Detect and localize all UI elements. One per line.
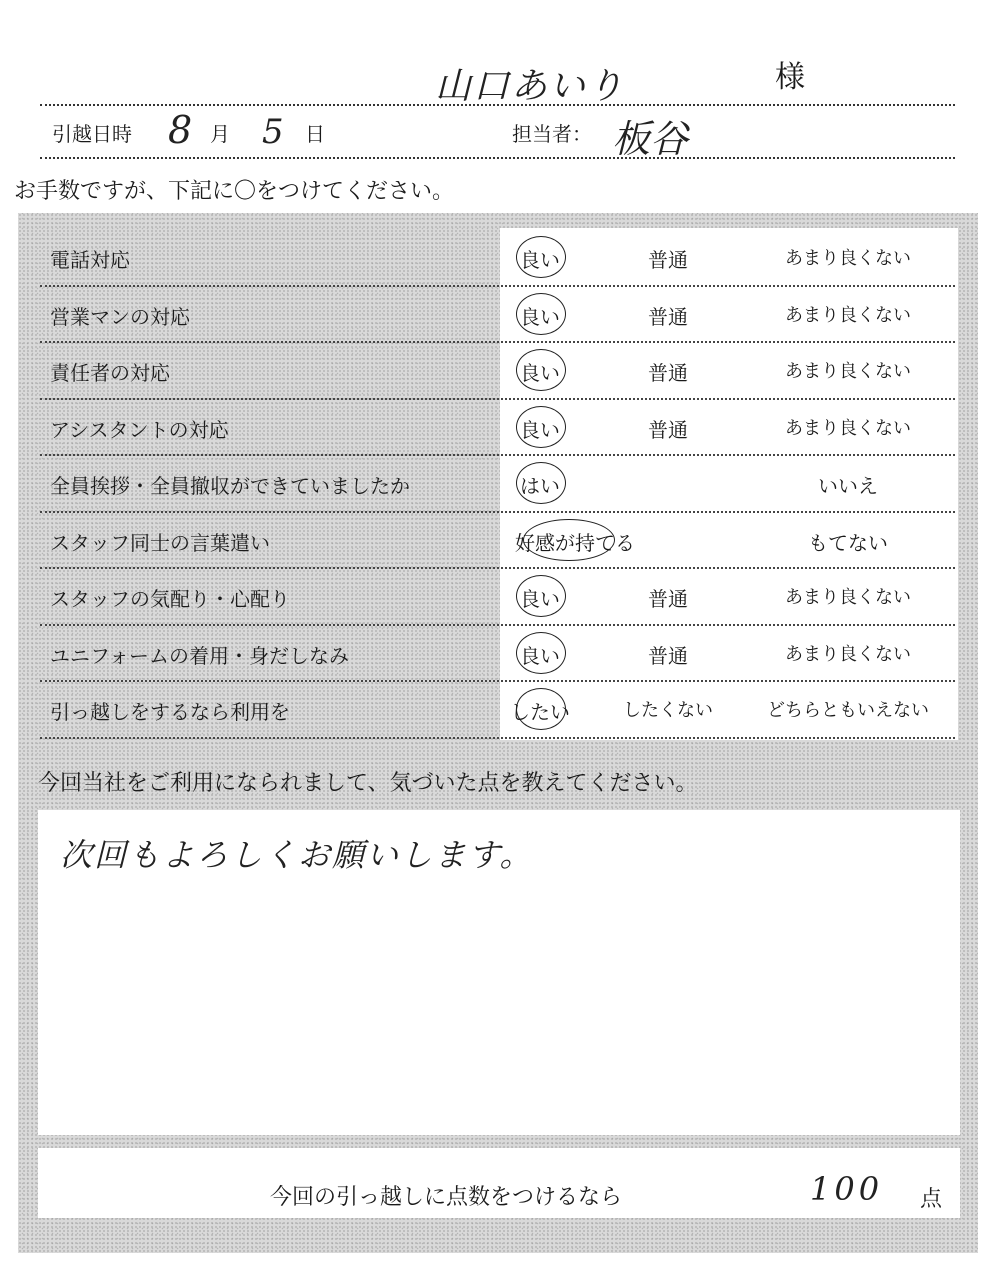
question-row [0,513,1000,569]
question-row [0,682,1000,738]
option-2[interactable]: あまり良くない [785,643,911,665]
selection-circle [516,575,566,617]
question-label: 営業マンの対応 [50,304,190,329]
option-2[interactable]: いいえ [818,474,878,498]
question-label: スタッフの気配り・心配り [50,587,290,611]
score-box [38,1148,960,1218]
question-row [0,400,1000,456]
name-underline [40,104,955,106]
option-1[interactable]: 普通 [648,304,688,329]
option-1[interactable]: 普通 [648,587,688,611]
option-2[interactable]: どちらともいえない [767,700,929,721]
comment-prompt: 今回当社をご利用になられまして、気づいた点を教えてください。 [38,771,698,796]
question-row [0,230,1000,286]
option-0[interactable]: はい [520,474,560,498]
question-row [0,569,1000,625]
selection-circle [516,293,566,335]
comment-text: 次回もよろしくお願いします。 [60,836,534,874]
move-day-unit: 日 [305,122,325,146]
score-unit: 点 [920,1187,943,1212]
score-label: 今回の引っ越しに点数をつけるなら [270,1185,623,1210]
option-0[interactable]: 良い [520,304,560,329]
option-2[interactable]: もてない [808,530,888,555]
option-0[interactable]: 良い [520,587,560,611]
option-2[interactable]: あまり良くない [785,248,911,269]
staff-label: 担当者： [512,122,592,146]
option-0[interactable]: 良い [520,417,560,442]
question-label: アシスタントの対応 [50,417,229,442]
honorific: 様 [775,60,805,95]
selection-circle [516,462,566,504]
question-label: 電話対応 [50,248,130,272]
option-1[interactable]: したくない [623,700,713,721]
option-1[interactable]: 普通 [648,248,688,272]
header-underline [40,157,955,159]
option-0[interactable]: 良い [520,643,560,668]
selection-circle [523,519,615,561]
customer-name: 山口あいり [435,66,626,107]
option-0[interactable]: 良い [520,248,560,272]
staff-name: 板谷 [612,117,689,161]
option-1[interactable]: 普通 [648,643,688,668]
move-date-label: 引越日時 [52,122,132,146]
question-row [0,456,1000,512]
comment-box[interactable] [38,810,960,1135]
option-2[interactable]: あまり良くない [785,417,911,439]
question-row [0,287,1000,343]
question-label: 全員挨拶・全員撤収ができていましたか [50,474,410,498]
selection-circle [516,406,566,448]
option-0[interactable]: 良い [520,361,560,385]
selection-circle [516,236,566,278]
question-label: 引っ越しをするなら利用を [50,700,290,724]
option-2[interactable]: あまり良くない [785,361,911,382]
row-separator [40,737,955,739]
selection-circle [516,688,566,730]
question-label: 責任者の対応 [50,361,170,385]
instructions: お手数ですが、下記に〇をつけてください。 [14,179,455,204]
move-month-unit: 月 [210,122,230,146]
move-month-value: 8 [168,108,193,152]
option-0[interactable]: 好感が持てる [515,530,635,555]
question-label: スタッフ同士の言葉遣い [50,530,270,555]
option-0[interactable]: したい [510,700,570,724]
selection-circle [516,349,566,391]
option-2[interactable]: あまり良くない [785,587,911,608]
question-label: ユニフォームの着用・身だしなみ [50,643,349,668]
move-day-value: 5 [262,112,284,152]
question-row [0,626,1000,682]
option-2[interactable]: あまり良くない [785,304,911,326]
option-1[interactable]: 普通 [648,361,688,385]
question-row [0,343,1000,399]
selection-circle [516,632,566,674]
option-1[interactable]: 普通 [648,417,688,442]
score-value[interactable]: 100 [810,1170,884,1208]
